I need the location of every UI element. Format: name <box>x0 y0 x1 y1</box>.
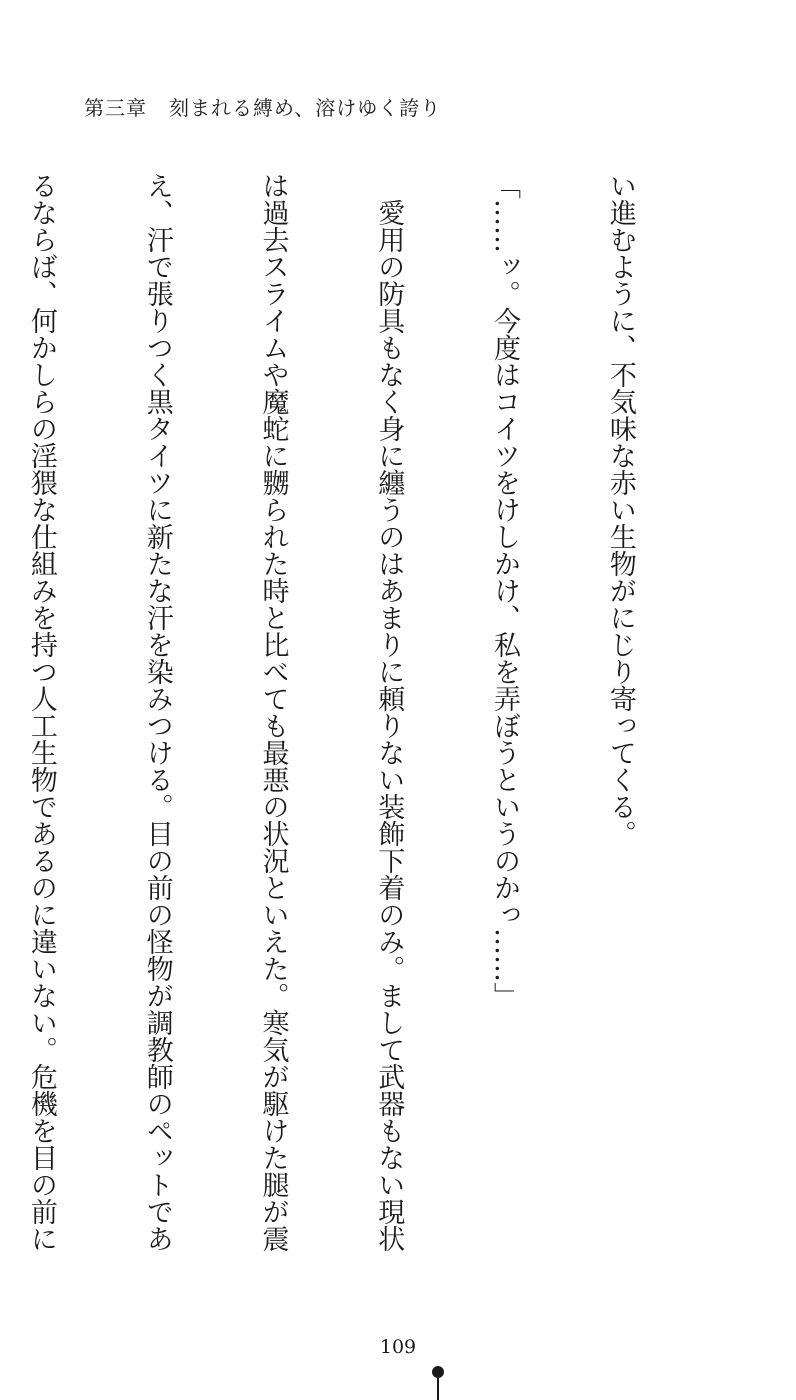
text-line: い進むように、不気味な赤い生物がにじり寄ってくる。 <box>604 172 636 847</box>
chapter-number: 第三章 <box>84 96 147 120</box>
chapter-title: 刻まれる縛め、溶けゆく誇り <box>169 96 442 120</box>
text-line: 「……ッ。今度はコイツをけしかけ、私を弄ぼうというのかっ……」 <box>489 172 521 1009</box>
footer-dot <box>432 1366 444 1378</box>
footer-rule <box>437 1378 439 1400</box>
text-line: るならば、何かしらの淫猥な仕組みを持つ人工生物であるのに違いない。危機を目の前に <box>25 172 57 1252</box>
text-line: は過去スライムや魔蛇に嬲られた時と比べても最悪の状況といえた。寒気が駆けた腿が震 <box>257 172 289 1252</box>
page-footer <box>0 1336 796 1400</box>
page-number: 109 <box>379 1336 417 1358</box>
text-line: 愛用の防具もなく身に纏うのはあまりに頼りない装飾下着のみ。まして武器もない現状 <box>373 172 405 1252</box>
text-line: え、汗で張りつく黒タイツに新たな汗を染みつける。目の前の怪物が調教師のペットであ <box>141 172 173 1252</box>
body-text <box>25 172 716 1252</box>
chapter-header <box>84 92 441 121</box>
